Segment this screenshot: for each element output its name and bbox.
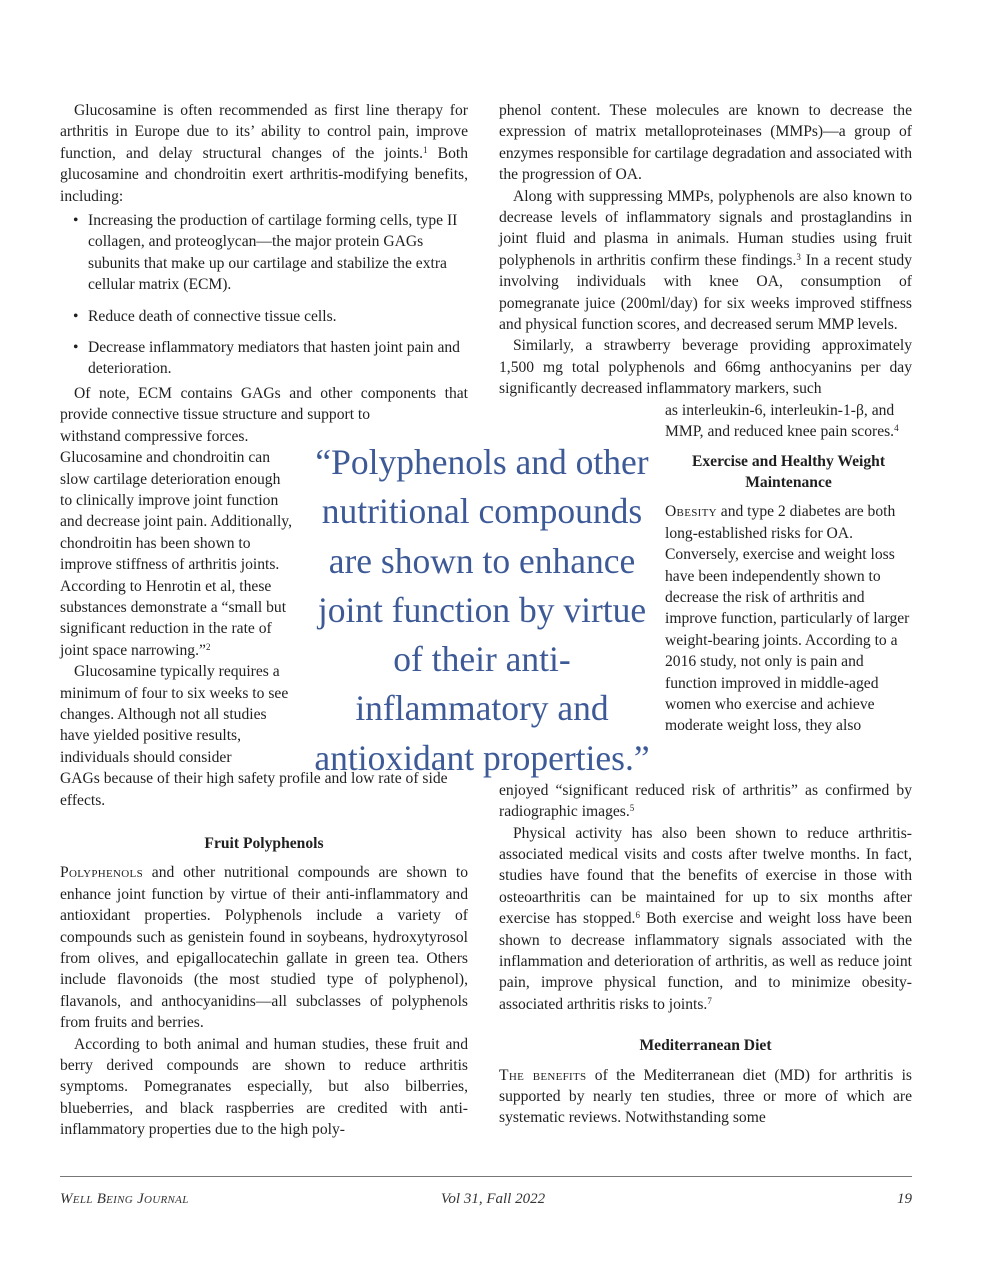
exercise-text-cont: enjoyed “significant reduced risk of arthritis” as confirmed by radiographic images. [499, 781, 912, 821]
footer-rule [60, 1176, 912, 1177]
ecm-paragraph-wide: Of note, ECM contains GAGs and other components that provide connective tissue structure and support to [60, 384, 468, 424]
mediterranean-text: of the Mediterranean diet (MD) for arthritis is supported by nearly ten studies, three or more of which are systematic reviews. Notwithstanding some [499, 1066, 912, 1127]
footnote-ref: 2 [205, 641, 211, 652]
list-item: • Increasing the production of cartilage forming cells, type II collagen, and proteoglycan—the major protein GAGs subunits that make up our cartilage and stabilize the extra cellular matrix (ECM). [60, 210, 468, 296]
right-paragraph-2 [499, 186, 912, 336]
ecm-paragraph-narrow [60, 426, 296, 661]
pull-quote: “Polyphenols and other nutritional compounds are shown to enhance joint function by virtue of their anti-inflammatory and antioxidant properties.” [314, 442, 650, 778]
fruit-paragraph-2: According to both animal and human studies, these fruit and berry derived compounds are shown to reduce arthritis symptoms. Pomegranates especially, but also bilberries, blueberries, and black raspberries are credited with anti-inflammatory properties due to the high poly- [60, 1035, 468, 1139]
lead-in-smallcaps: Obesity [665, 503, 717, 521]
list-item: • Reduce death of connective tissue cells. [60, 306, 468, 327]
benefits-list [60, 210, 468, 380]
list-item: • Decrease inflammatory mediators that hasten joint pain and deterioration. [60, 337, 468, 380]
intro-paragraph [60, 100, 468, 207]
glucosamine-paragraph-narrow: Glucosamine typically requires a minimum of four to six weeks to see changes. Although not all studies have yielded positive results, individuals should consider [60, 663, 289, 766]
footnote-ref: 4 [894, 423, 899, 434]
heading-exercise: Exercise and Healthy Weight Maintenance [691, 452, 886, 491]
footnote-ref: 3 [796, 251, 801, 262]
intro-text-cont: Both glucosamine and chondroitin exert arthritis-modifying benefits, including: [60, 144, 468, 205]
exercise-text: and type 2 diabetes are both long-established risks for OA. Conversely, exercise and weight loss have been independently shown to decrease the risk of arthritis and improve function, particularly of larger weight-bearing joints. According to a 2016 study, not only is pain and function improved in middle-aged women who exercise and achieve moderate weight loss, they also [665, 503, 910, 735]
right-paragraph-1: phenol content. These molecules are known to decrease the expression of matrix metalloproteinases (MMPs)—a group of enzymes responsible for cartilage degradation and associated with the progression of OA. [499, 102, 912, 184]
activity-text-cont: Both exercise and weight loss have been shown to decrease inflammatory signals associated with the inflammation and deterioration of arthritis, as well as reduce joint pain, improve physical function, and to minimize obesity-associated arthritis risks to joints. [499, 910, 912, 1013]
lead-in-smallcaps: The benefits [499, 1066, 587, 1084]
fruit-paragraph-1 [60, 862, 468, 1033]
footnote-ref: 5 [629, 803, 635, 814]
right-paragraph-3: Similarly, a strawberry beverage providing approximately 1,500 mg total polyphenols and 66mg anthocyanins per day significantly decreased inflammatory markers, such [499, 337, 912, 398]
footnote-ref: 7 [707, 995, 712, 1006]
footnote-ref: 6 [635, 910, 640, 921]
right-text: Along with suppressing MMPs, polyphenols are also known to decrease levels of inflammatory signals and prostaglandins in joint fluid and plasma in animals. Human studies using fruit polyphenols in arthritis confirm these findings. [499, 187, 912, 269]
right-text: as interleukin-6, interleukin-1-β, and MMP, and reduced knee pain scores. [665, 401, 895, 441]
footer-issue: Vol 31, Fall 2022 [440, 1191, 546, 1207]
ecm-text: withstand compressive forces. Glucosamine and chondroitin can slow cartilage deterioration enough to clinically improve joint function and decrease joint pain. Additionally, chondroitin has been shown to improve stiffness of arthritis joints. According to Henrotin et al, these substances demonstrate a “small but significant reduction in the rate of joint space narrowing.” [60, 427, 292, 659]
exercise-paragraph-wide [499, 780, 912, 823]
activity-text: Physical activity has also been shown to reduce arthritis-associated medical visits and costs after twelve months. In fact, studies have found that the benefits of exercise in those with osteoarthritis can be maintained for up to six months after exercise has stopped. [499, 824, 912, 928]
pull-quote-wrap-space [499, 400, 665, 780]
right-column [499, 100, 912, 1129]
right-text-cont: In a recent study involving individuals with knee OA, consumption of pomegranate juice (200ml/day) for six weeks improved stiffness and physical function scores, and decreased serum MMP levels. [499, 251, 912, 334]
right-paragraph-4 [499, 823, 912, 1016]
intro-text: Glucosamine is often recommended as first line therapy for arthritis in Europe due to its’ ability to control pain, improve function, and delay structural changes of the joints. [60, 102, 468, 162]
lead-in-smallcaps: Polyphenols [60, 864, 143, 882]
footer-page-number: 19 [897, 1191, 912, 1207]
fruit-text: and other nutritional compounds are shown to enhance joint function by virtue of their anti-inflammatory and antioxidant properties. Polyphenols include a variety of compounds such as genistein found in soybeans, hydroxytyrosol from olives, and epigallocatechin gallate in green tea. Others include flavonoids (the most studied type of polyphenol), flavanols, and anthocyanidins—all subclasses of polyphenols from fruits and berries. [60, 864, 468, 1032]
mediterranean-paragraph [499, 1065, 912, 1129]
glucosamine-paragraph-wide: GAGs because of their high safety profile and low rate of side effects. [60, 770, 448, 809]
footer-journal-name: Well Being Journal [60, 1191, 189, 1207]
heading-mediterranean: Mediterranean Diet [639, 1037, 772, 1055]
heading-fruit-polyphenols: Fruit Polyphenols [204, 835, 324, 852]
footnote-ref: 1 [423, 144, 428, 155]
